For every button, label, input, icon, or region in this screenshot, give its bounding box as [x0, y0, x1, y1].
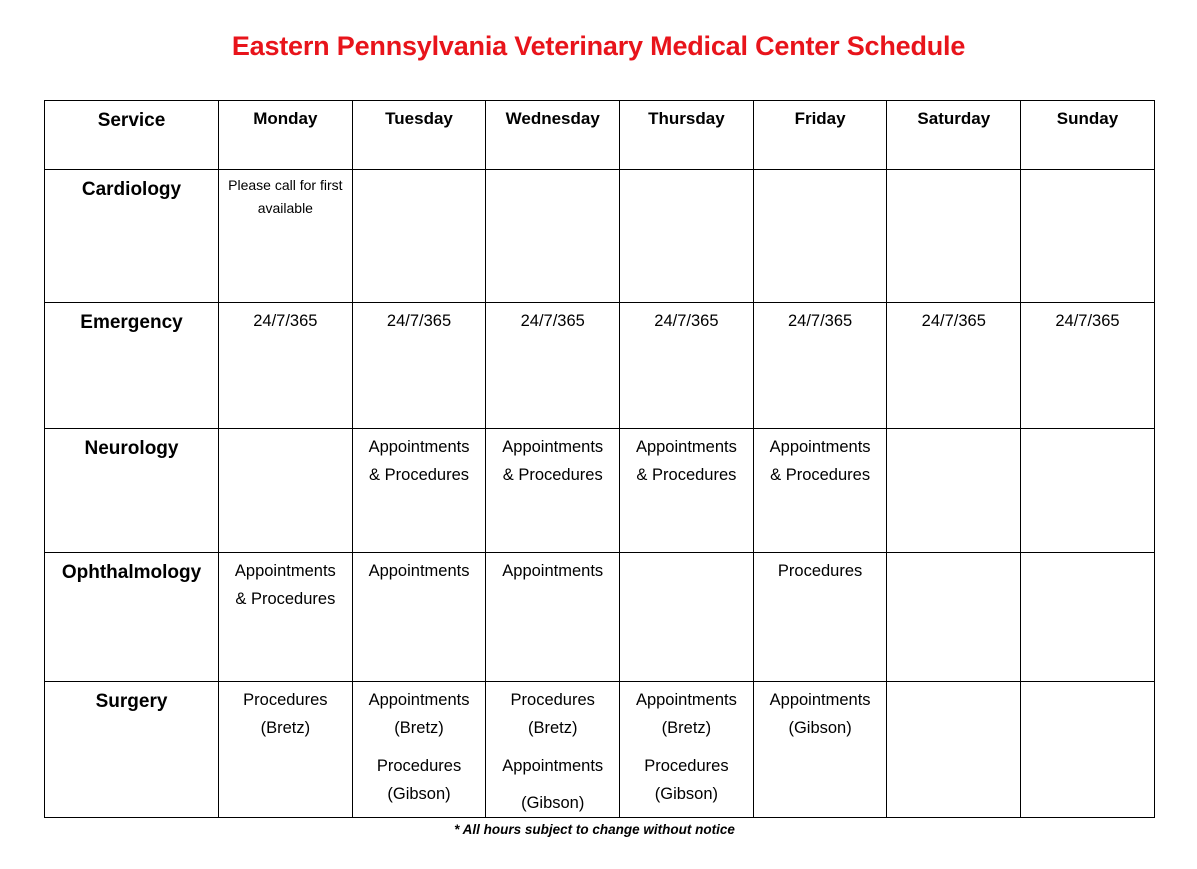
header-cell-monday: [219, 101, 353, 170]
surgery-friday-text: [754, 682, 887, 742]
surgery-monday-line1: Procedures: [243, 691, 328, 709]
row-cardiology: [45, 170, 1155, 303]
surgery-saturday-cell: [887, 682, 1021, 818]
neurology-thursday-line1: Appointments: [635, 438, 737, 456]
service-label-surgery: Surgery: [95, 691, 168, 712]
surgery-wednesday-line2: (Bretz): [527, 719, 578, 737]
neurology-saturday-cell: [887, 429, 1021, 553]
header-day-thursday: Thursday: [648, 109, 725, 128]
neurology-monday-cell: [219, 429, 353, 553]
emergency-sunday-text: 24/7/365: [1055, 312, 1120, 330]
service-label-ophthalmology: Ophthalmology: [61, 562, 202, 583]
ophthalmology-monday-text: [219, 553, 352, 613]
ophthalmology-sunday-cell: [1021, 553, 1155, 682]
service-cell: [45, 170, 219, 303]
cardiology-sunday-cell: [1021, 170, 1155, 303]
service-cell: [45, 682, 219, 818]
emergency-thursday-cell: [620, 303, 754, 429]
header-day-sunday: Sunday: [1056, 109, 1119, 128]
header-day-saturday: Saturday: [917, 109, 991, 128]
neurology-wednesday-line2: & Procedures: [502, 466, 603, 484]
surgery-tuesday-line3: Procedures: [376, 757, 462, 775]
surgery-wednesday-line1: Procedures: [510, 691, 595, 709]
ophthalmology-wednesday-cell: [486, 553, 620, 682]
cardiology-friday-cell: [753, 170, 887, 303]
surgery-thursday-line2: (Bretz): [661, 719, 712, 737]
surgery-monday-cell: [219, 682, 353, 818]
cardiology-thursday-cell: [620, 170, 754, 303]
surgery-tuesday-cell: [352, 682, 486, 818]
neurology-friday-line1: Appointments: [769, 438, 871, 456]
surgery-wednesday-line4: (Gibson): [521, 794, 585, 812]
ophthalmology-monday-line2: & Procedures: [235, 590, 336, 608]
neurology-wednesday-line1: Appointments: [502, 438, 604, 456]
schedule-table: [44, 100, 1155, 818]
emergency-thursday-text: 24/7/365: [654, 312, 719, 330]
neurology-thursday-text: [620, 429, 753, 489]
header-cell-sunday: [1021, 101, 1155, 170]
service-cell: [45, 303, 219, 429]
cardiology-monday-text: [219, 170, 352, 220]
header-cell-saturday: [887, 101, 1021, 170]
neurology-tuesday-cell: [352, 429, 486, 553]
neurology-tuesday-line2: & Procedures: [369, 466, 470, 484]
surgery-tuesday-text: [353, 682, 486, 808]
row-ophthalmology: [45, 553, 1155, 682]
cardiology-tuesday-cell: [352, 170, 486, 303]
neurology-friday-line2: & Procedures: [770, 466, 871, 484]
cardiology-saturday-cell: [887, 170, 1021, 303]
neurology-wednesday-text: [486, 429, 619, 489]
header-cell-wednesday: [486, 101, 620, 170]
ophthalmology-wednesday-text: Appointments: [502, 562, 604, 580]
surgery-wednesday-line3: Appointments: [502, 757, 604, 775]
cardiology-monday-line1: Please call for first: [228, 177, 343, 193]
ophthalmology-monday-cell: [219, 553, 353, 682]
row-emergency: [45, 303, 1155, 429]
surgery-tuesday-line1: Appointments: [368, 691, 470, 709]
header-day-wednesday: Wednesday: [505, 109, 600, 128]
ophthalmology-friday-cell: [753, 553, 887, 682]
service-label-cardiology: Cardiology: [81, 179, 182, 200]
neurology-friday-text: [754, 429, 887, 489]
surgery-tuesday-line2: (Bretz): [394, 719, 444, 737]
emergency-monday-text: 24/7/365: [253, 312, 318, 330]
header-row: [45, 101, 1155, 170]
row-neurology: [45, 429, 1155, 553]
surgery-friday-line1: Appointments: [769, 691, 871, 709]
emergency-saturday-text: 24/7/365: [921, 312, 986, 330]
surgery-thursday-line1: Appointments: [635, 691, 737, 709]
row-surgery: [45, 682, 1155, 818]
surgery-thursday-line3: Procedures: [644, 757, 729, 775]
surgery-wednesday-cell: [486, 682, 620, 818]
emergency-wednesday-cell: [486, 303, 620, 429]
surgery-monday-line2: (Bretz): [260, 719, 311, 737]
header-cell-service: [45, 101, 219, 170]
surgery-sunday-cell: [1021, 682, 1155, 818]
page-title: Eastern Pennsylvania Veterinary Medical Center Schedule: [231, 31, 966, 61]
surgery-friday-line2: (Gibson): [788, 719, 852, 737]
ophthalmology-monday-line1: Appointments: [234, 562, 336, 580]
emergency-wednesday-text: 24/7/365: [520, 312, 585, 330]
emergency-monday-cell: [219, 303, 353, 429]
surgery-wednesday-text: [486, 682, 619, 817]
ophthalmology-thursday-cell: [620, 553, 754, 682]
neurology-sunday-cell: [1021, 429, 1155, 553]
emergency-friday-cell: [753, 303, 887, 429]
neurology-friday-cell: [753, 429, 887, 553]
service-cell: [45, 429, 219, 553]
neurology-wednesday-cell: [486, 429, 620, 553]
header-day-friday: Friday: [794, 109, 846, 128]
cardiology-monday-line2: available: [257, 200, 313, 216]
emergency-tuesday-text: 24/7/365: [386, 312, 452, 330]
header-day-tuesday: Tuesday: [385, 109, 453, 128]
header-day-monday: Monday: [253, 109, 318, 128]
neurology-tuesday-text: [353, 429, 486, 489]
surgery-monday-text: [219, 682, 352, 742]
surgery-tuesday-line4: (Gibson): [387, 785, 451, 803]
service-cell: [45, 553, 219, 682]
ophthalmology-tuesday-cell: [352, 553, 486, 682]
surgery-thursday-line4: (Gibson): [654, 785, 719, 803]
ophthalmology-friday-text: Procedures: [777, 562, 863, 580]
service-label-emergency: Emergency: [80, 312, 183, 333]
surgery-thursday-cell: [620, 682, 754, 818]
header-cell-friday: [753, 101, 887, 170]
header-service-label: Service: [97, 110, 166, 131]
surgery-thursday-text: [620, 682, 753, 808]
emergency-sunday-cell: [1021, 303, 1155, 429]
neurology-thursday-cell: [620, 429, 754, 553]
service-label-neurology: Neurology: [84, 438, 179, 459]
header-cell-thursday: [620, 101, 754, 170]
ophthalmology-saturday-cell: [887, 553, 1021, 682]
emergency-saturday-cell: [887, 303, 1021, 429]
cardiology-wednesday-cell: [486, 170, 620, 303]
emergency-friday-text: 24/7/365: [787, 312, 853, 330]
neurology-tuesday-line1: Appointments: [368, 438, 470, 456]
cardiology-monday-cell: [219, 170, 353, 303]
emergency-tuesday-cell: [352, 303, 486, 429]
neurology-thursday-line2: & Procedures: [636, 466, 737, 484]
ophthalmology-tuesday-text: Appointments: [368, 562, 470, 580]
surgery-friday-cell: [753, 682, 887, 818]
header-cell-tuesday: [352, 101, 486, 170]
footnote: * All hours subject to change without notice: [454, 822, 735, 837]
